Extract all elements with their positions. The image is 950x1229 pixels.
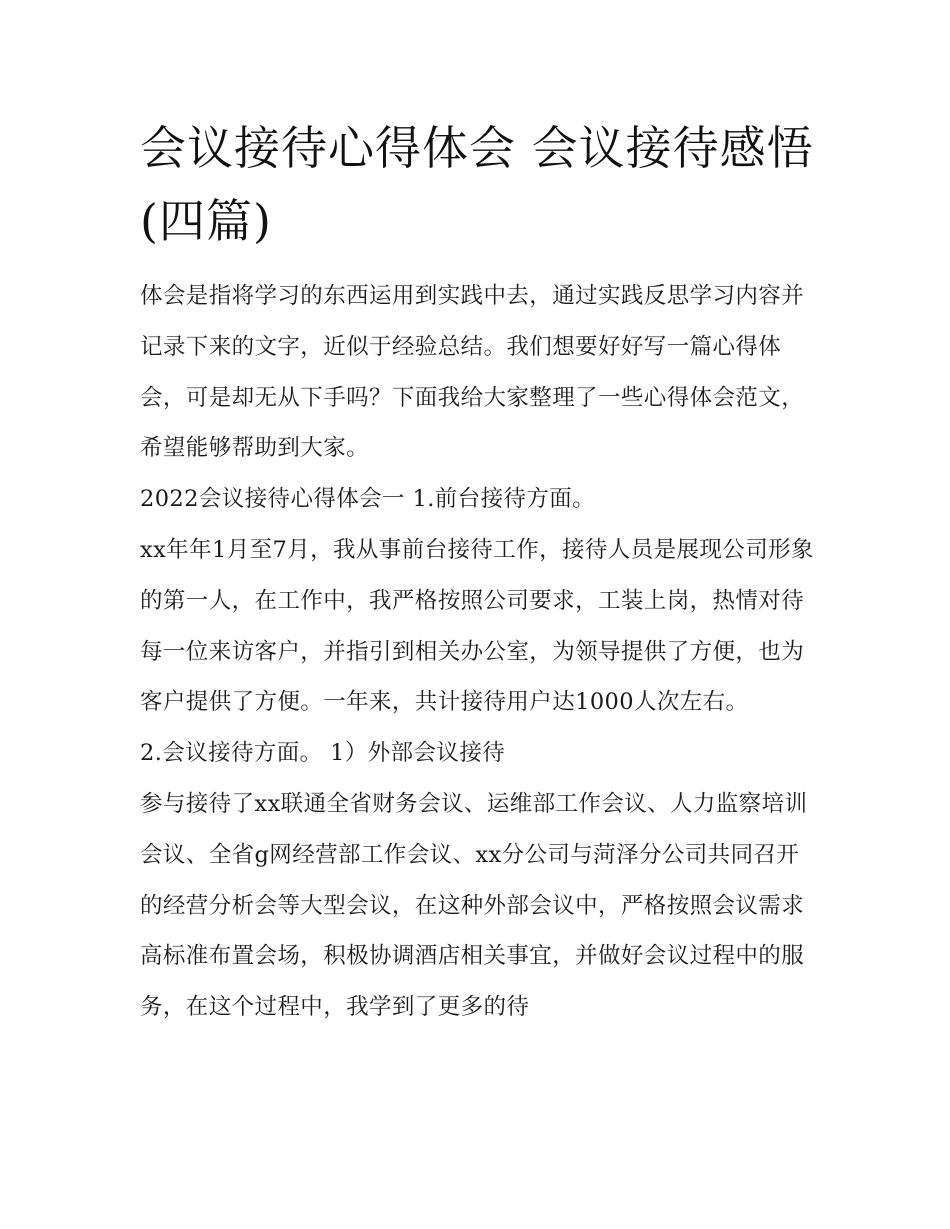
paragraph-front-desk: xx年年1月至7月，我从事前台接待工作，接待人员是展现公司形象的第一人，在工作中，我严格按照公司要求，工装上岗，热情对待每一位来访客户，并指引到相关办公室，为领导提供了方便，也为客户提供了方便。一年来，共计接待用户达1000人次左右。 xyxy=(140,536,814,716)
paragraph-section-2-heading: 2.会议接待方面。 1）外部会议接待 xyxy=(140,740,506,767)
document-title: 会议接待心得体会 会议接待感悟(四篇) xyxy=(140,121,814,248)
paragraph-external-meetings: 参与接待了xx联通全省财务会议、运维部工作会议、人力监察培训会议、全省g网经营部工作会议、xx分公司与菏泽分公司共同召开的经营分析会等大型会议，在这种外部会议中，严格按照会议需求高标准布置会场，积极协调酒店相关事宜，并做好会议过程中的服务，在这个过程中，我学到了更多的待 xyxy=(140,790,808,1021)
paragraph-intro: 体会是指将学习的东西运用到实践中去，通过实践反思学习内容并记录下来的文字，近似于经验总结。我们想要好好写一篇心得体会，可是却无从下手吗？下面我给大家整理了一些心得体会范文，希望能够帮助到大家。 xyxy=(140,283,805,462)
document-page xyxy=(140,112,816,1033)
paragraph-section-1-heading: 2022会议接待心得体会一 1.前台接待方面。 xyxy=(140,486,596,513)
